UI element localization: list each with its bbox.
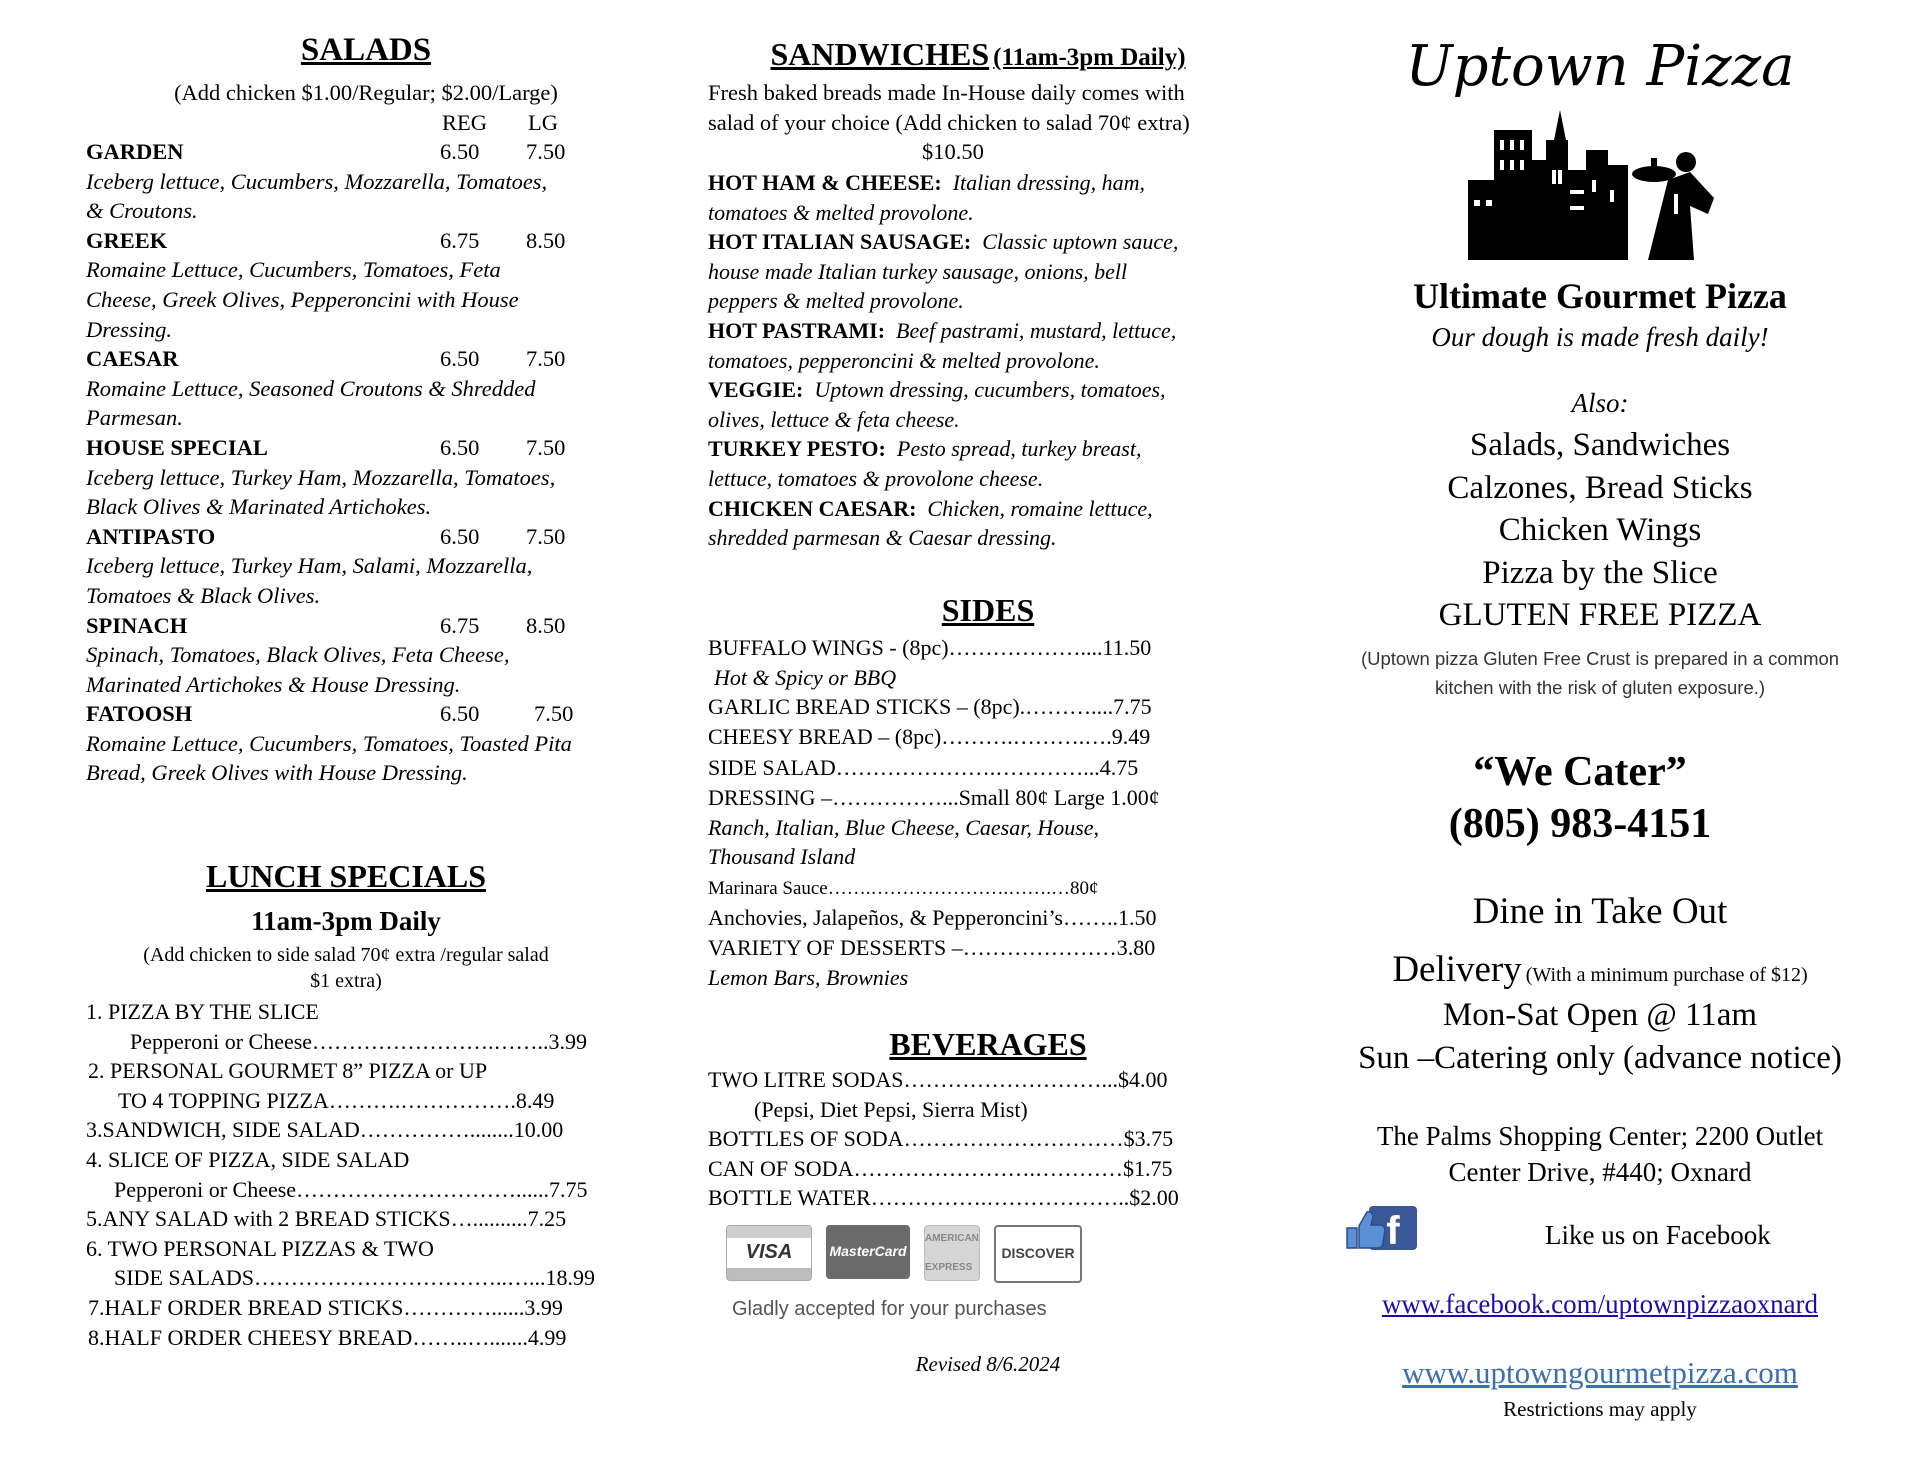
salad-description: & Croutons.	[86, 198, 198, 224]
salads-note: (Add chicken $1.00/Regular; $2.00/Large)	[174, 80, 558, 105]
sandwich-name-3: HOT PASTRAMI:	[708, 317, 886, 343]
sandwich-desc-1a: Italian dressing, ham,	[952, 170, 1145, 195]
bev-line-1: TWO LITRE SODAS………………………...$4.00	[708, 1067, 1168, 1092]
address-line-1: The Palms Shopping Center; 2200 Outlet	[1376, 1121, 1824, 1151]
lunch-line-10: SIDE SALADS……………………………..…...18.99	[114, 1265, 595, 1291]
sides-line-10: Anchovies, Jalapeños, & Pepperoncini’s……..1.50	[708, 905, 1157, 931]
sides-line-4: CHEESY BREAD – (8pc)……….……….….9.49	[708, 723, 1151, 749]
sides-line-5: SIDE SALAD………………….…………...4.75	[708, 755, 1139, 781]
salad-price-large: 7.50	[526, 139, 566, 164]
salad-item-row	[86, 611, 666, 641]
salad-name: HOUSE SPECIAL	[86, 434, 268, 460]
also-label: Also:	[1571, 388, 1629, 418]
amex-card-icon: AMERICAN EXPRESS	[924, 1225, 980, 1281]
salad-price-regular: 6.50	[440, 139, 480, 164]
salad-description: Romaine Lettuce, Cucumbers, Tomatoes, Toasted Pita	[86, 730, 572, 756]
delivery-note: (With a minimum purchase of $12)	[1525, 964, 1808, 986]
salad-price-large: 7.50	[534, 701, 574, 727]
dine-takeout: Dine in Take Out	[1472, 891, 1728, 932]
salad-name: SPINACH	[86, 612, 188, 638]
sandwich-desc-4b: olives, lettuce & feta cheese.	[708, 406, 960, 432]
sandwich-desc-6a: Chicken, romaine lettuce,	[927, 495, 1153, 521]
payment-cards	[726, 1225, 1268, 1283]
salad-name: ANTIPASTO	[86, 523, 216, 549]
lunch-line-8: 5.ANY SALAD with 2 BREAD STICKS…..........7.25	[86, 1206, 567, 1232]
revised-date: Revised 8/6.2024	[915, 1352, 1061, 1376]
mastercard-icon: MasterCard	[826, 1225, 910, 1279]
lunch-line-9: 6. TWO PERSONAL PIZZAS & TWO	[86, 1235, 434, 1261]
salad-price-large: 7.50	[526, 434, 566, 460]
gluten-note-2: kitchen with the risk of gluten exposure.)	[1434, 677, 1766, 698]
salad-price-large: 7.50	[526, 523, 566, 549]
salad-description: Black Olives & Marinated Artichokes.	[86, 494, 432, 520]
discover-card-icon: DISCOVER	[994, 1225, 1082, 1283]
salad-price-regular: 6.75	[440, 612, 480, 638]
lunch-line-11: 7.HALF ORDER BREAD STICKS…………......3.99	[88, 1294, 563, 1320]
bev-line-5: BOTTLE WATER…………….………………..$2.00	[708, 1185, 1179, 1211]
sandwich-desc-5a: Pesto spread, turkey breast,	[896, 436, 1142, 462]
sides-line-2: Hot & Spicy or BBQ	[714, 664, 897, 690]
bev-line-4: CAN OF SODA…………………….…………$1.75	[708, 1155, 1173, 1181]
bev-line-3: BOTTLES OF SODA…………………………$3.75	[708, 1126, 1174, 1152]
sandwich-desc-6b: shredded parmesan & Caesar dressing.	[708, 525, 1057, 551]
sandwich-desc-2a: Classic uptown sauce,	[982, 229, 1179, 255]
lunch-line-7: Pepperoni or Cheese…………………………......7.75	[114, 1176, 588, 1202]
sandwich-desc-3a: Beef pastrami, mustard, lettuce,	[896, 317, 1177, 343]
sandwiches-hours: (11am-3pm Daily)	[993, 44, 1186, 71]
salad-price-regular: 6.50	[440, 346, 480, 372]
lunch-note-2: $1 extra)	[310, 970, 382, 992]
also-item-1: Salads, Sandwiches	[1469, 427, 1731, 463]
salad-description: Cheese, Greek Olives, Pepperoncini with House	[86, 286, 519, 312]
gluten-note-1: (Uptown pizza Gluten Free Crust is prepared in a common	[1360, 648, 1840, 669]
sides-line-3: GARLIC BREAD STICKS – (8pc).………....7.75	[708, 694, 1152, 720]
salad-price-regular: 6.75	[440, 227, 480, 253]
salads-head-lg: LG	[528, 110, 558, 135]
lunch-line-2: Pepperoni or Cheese…………………….……..3.99	[130, 1028, 588, 1054]
address-line-2: Center Drive, #440; Oxnard	[1448, 1157, 1752, 1187]
sandwich-name-2: HOT ITALIAN SAUSAGE:	[708, 229, 972, 255]
salads-head-reg: REG	[442, 110, 487, 135]
sandwiches-price: $10.50	[922, 139, 984, 165]
salad-description: Bread, Greek Olives with House Dressing.	[86, 760, 468, 786]
sandwich-desc-4a: Uptown dressing, cucumbers, tomatoes,	[814, 377, 1166, 403]
salad-item-row	[86, 137, 666, 167]
sandwiches-intro-1: Fresh baked breads made In-House daily comes with	[708, 80, 1185, 105]
salad-item-row	[86, 522, 666, 552]
salad-item-row	[86, 344, 666, 374]
also-item-2: Calzones, Bread Sticks	[1447, 469, 1753, 506]
salad-description: Dressing.	[86, 316, 173, 342]
salad-description: Romaine Lettuce, Seasoned Croutons & Shredded	[86, 375, 536, 401]
sides-line-6: DRESSING –……………...Small 80¢ Large 1.00¢	[708, 784, 1160, 810]
brand-tagline: Ultimate Gourmet Pizza	[1413, 276, 1787, 316]
lunch-title: LUNCH SPECIALS	[205, 858, 487, 894]
brand-dough-note: Our dough is made fresh daily!	[1431, 322, 1769, 352]
sides-line-1: BUFFALO WINGS - (8pc)………………....11.50	[708, 635, 1152, 660]
sandwich-name-5: TURKEY PESTO:	[708, 436, 886, 462]
also-item-4: Pizza by the Slice	[1482, 554, 1718, 591]
lunch-line-5: 3.SANDWICH, SIDE SALAD……………........10.00	[86, 1117, 564, 1143]
sandwich-desc-3b: tomatoes, pepperoncini & melted provolone.	[708, 347, 1100, 373]
also-item-5: GLUTEN FREE PIZZA	[1438, 597, 1762, 633]
salad-name: FATOOSH	[86, 701, 193, 727]
sandwiches-intro-2: salad of your choice (Add chicken to salad 70¢ extra)	[708, 109, 1190, 135]
salad-item-row	[86, 433, 666, 463]
lunch-line-6: 4. SLICE OF PIZZA, SIDE SALAD	[86, 1146, 410, 1172]
lunch-note-1: (Add chicken to side salad 70¢ extra /regular salad	[143, 944, 549, 966]
salad-price-large: 8.50	[526, 612, 566, 638]
salad-price-regular: 6.50	[440, 523, 480, 549]
salads-list	[86, 137, 666, 788]
phone-number: (805) 983-4151	[1448, 801, 1712, 847]
sandwich-desc-2b: house made Italian turkey sausage, onions, bell	[708, 258, 1128, 284]
salad-description: Spinach, Tomatoes, Black Olives, Feta Cheese,	[86, 642, 510, 668]
brand-logo-name: Uptown Pizza	[1405, 34, 1795, 99]
sandwich-desc-1b: tomatoes & melted provolone.	[708, 199, 974, 225]
svg-text:f: f	[1386, 1209, 1400, 1252]
beverages-title: BEVERAGES	[889, 1026, 1087, 1062]
also-item-3: Chicken Wings	[1498, 512, 1702, 548]
like-us-text: Like us on Facebook	[1545, 1220, 1771, 1250]
sides-line-7: Ranch, Italian, Blue Cheese, Caesar, House,	[708, 814, 1100, 840]
salad-name: CAESAR	[86, 346, 179, 372]
city-skyline-waiter-logo-icon	[1458, 110, 1728, 260]
we-cater-heading: “We Cater”	[1473, 749, 1687, 795]
lunch-line-4: TO 4 TOPPING PIZZA……….…………….8.49	[118, 1087, 555, 1113]
salad-description: Iceberg lettuce, Turkey Ham, Mozzarella, Tomatoes,	[86, 464, 556, 490]
sides-title: SIDES	[941, 592, 1035, 628]
salad-description: Romaine Lettuce, Cucumbers, Tomatoes, Feta	[86, 257, 501, 283]
lunch-line-12: 8.HALF ORDER CHEESY BREAD……..….......4.99	[88, 1324, 567, 1350]
sides-line-9: Marinara Sauce…….………………….…….…80¢	[708, 877, 1099, 899]
salad-price-large: 7.50	[526, 346, 566, 372]
salad-description: Marinated Artichokes & House Dressing.	[86, 671, 461, 697]
hours-mon-sat: Mon-Sat Open @ 11am	[1442, 997, 1758, 1033]
bev-line-2: (Pepsi, Diet Pepsi, Sierra Mist)	[754, 1096, 1028, 1122]
restrictions-note: Restrictions may apply	[1503, 1397, 1697, 1421]
sandwich-desc-2c: peppers & melted provolone.	[708, 288, 964, 314]
sides-line-12: Lemon Bars, Brownies	[708, 964, 909, 990]
visa-card-icon: VISA	[726, 1225, 812, 1281]
hours-sun: Sun –Catering only (advance notice)	[1358, 1040, 1842, 1076]
cards-accepted-text: Gladly accepted for your purchases	[732, 1297, 1047, 1320]
facebook-link[interactable]: www.facebook.com/uptownpizzaoxnard	[1381, 1289, 1819, 1319]
sides-line-8: Thousand Island	[708, 844, 856, 870]
salad-price-regular: 6.50	[440, 434, 480, 460]
sides-line-11: VARIETY OF DESSERTS –…………………3.80	[708, 934, 1156, 960]
salad-description: Parmesan.	[86, 405, 183, 431]
salad-name: GARDEN	[86, 139, 184, 164]
salad-price-regular: 6.50	[440, 701, 480, 727]
delivery-label: Delivery	[1392, 949, 1522, 990]
sandwiches-title: SANDWICHES	[770, 36, 990, 72]
sandwich-name-6: CHICKEN CAESAR:	[708, 495, 917, 521]
salad-item-row	[86, 226, 666, 256]
salads-title: SALADS	[300, 32, 432, 68]
website-link[interactable]: www.uptowngourmetpizza.com	[1402, 1355, 1798, 1390]
lunch-line-1: 1. PIZZA BY THE SLICE	[86, 999, 319, 1024]
lunch-subtitle: 11am-3pm Daily	[251, 906, 441, 936]
salad-description: Tomatoes & Black Olives.	[86, 582, 321, 608]
sandwich-desc-5b: lettuce, tomatoes & provolone cheese.	[708, 465, 1044, 491]
sandwich-name-4: VEGGIE:	[708, 377, 804, 403]
salad-name: GREEK	[86, 227, 168, 253]
salad-description: Iceberg lettuce, Turkey Ham, Salami, Mozzarella,	[86, 553, 533, 579]
salad-price-large: 8.50	[526, 227, 566, 253]
lunch-line-3: 2. PERSONAL GOURMET 8” PIZZA or UP	[88, 1058, 488, 1084]
salad-item-row	[86, 699, 666, 729]
sandwich-name-1: HOT HAM & CHEESE:	[708, 170, 942, 195]
salad-description: Iceberg lettuce, Cucumbers, Mozzarella, Tomatoes,	[86, 168, 548, 194]
facebook-like-icon[interactable]	[1343, 1204, 1421, 1252]
